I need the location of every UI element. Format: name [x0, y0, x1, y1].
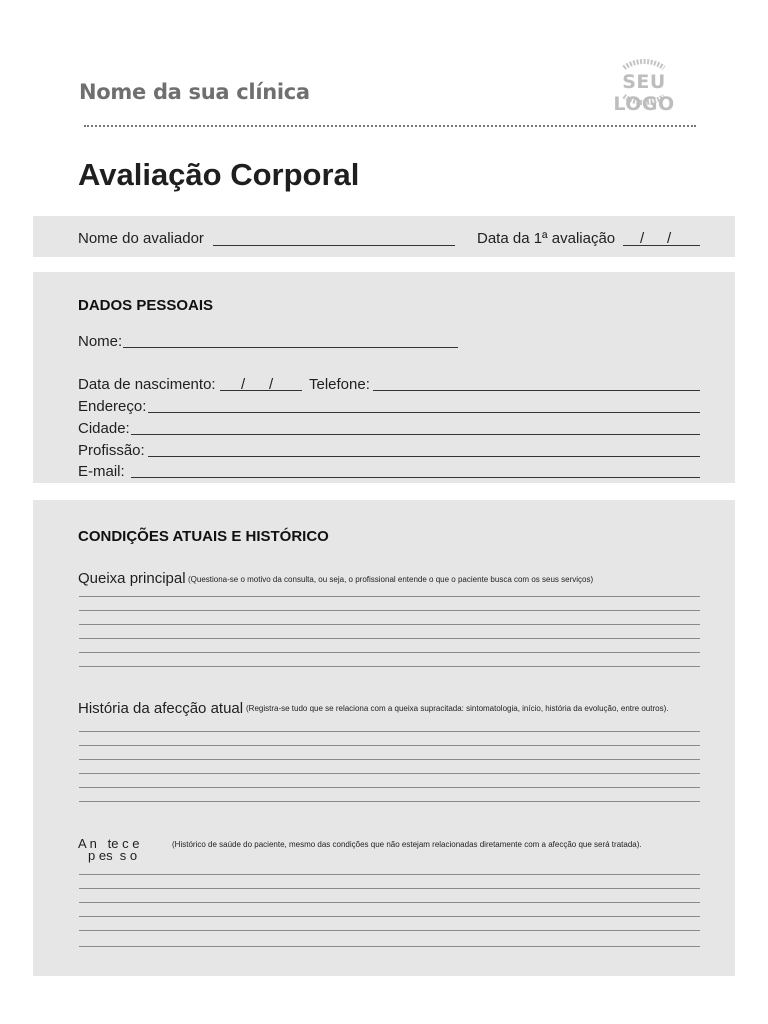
page-title: Avaliação Corporal: [78, 157, 360, 192]
evaluator-field[interactable]: [213, 245, 455, 246]
affection-line[interactable]: [79, 745, 700, 746]
affection-line[interactable]: [79, 801, 700, 802]
logo-text: SEU LOGO: [613, 71, 675, 115]
complaint-label-text: Queixa principal: [78, 570, 186, 587]
affection-line[interactable]: [79, 773, 700, 774]
city-field[interactable]: [131, 434, 700, 435]
evaluator-panel: [33, 216, 735, 257]
affection-line[interactable]: [79, 787, 700, 788]
antecedents-line[interactable]: [79, 916, 700, 917]
phone-label: Telefone:: [309, 376, 370, 393]
birth-date-slash: /: [241, 376, 246, 393]
address-field[interactable]: [148, 412, 700, 413]
antecedents-label-second-row: p es s o: [88, 848, 138, 863]
antecedents-line[interactable]: [79, 930, 700, 931]
complaint-line[interactable]: [79, 652, 700, 653]
complaint-line[interactable]: [79, 638, 700, 639]
name-field[interactable]: [123, 347, 458, 348]
affection-line[interactable]: [79, 759, 700, 760]
evaluation-date-field[interactable]: [623, 245, 700, 246]
city-label: Cidade:: [78, 420, 130, 437]
complaint-label: [78, 570, 186, 587]
complaint-line[interactable]: [79, 596, 700, 597]
complaint-line[interactable]: [79, 624, 700, 625]
evaluation-date-slash: /: [640, 230, 645, 247]
birth-date-slash: /: [269, 376, 274, 393]
affection-label: História da afecção atual: [78, 700, 244, 717]
address-label: Endereço:: [78, 398, 147, 415]
affection-hint: (Registra-se tudo que se relaciona com a queixa supracitada: sintomatologia, início, história da evolução, entre outros).: [246, 704, 669, 713]
antecedents-line[interactable]: [79, 946, 700, 947]
phone-field[interactable]: [373, 390, 700, 391]
antecedents-hint: (Histórico de saúde do paciente, mesmo das condições que não estejam relacionadas diretamente com a afecção que será tratada).: [172, 840, 642, 849]
birth-date-label: Data de nascimento:: [78, 376, 216, 393]
clinic-name: Nome da sua clínica: [79, 80, 310, 104]
antecedents-line[interactable]: [79, 902, 700, 903]
complaint-hint: (Questiona-se o motivo da consulta, ou seja, o profissional entende o que o paciente busca com os seus serviços): [188, 575, 594, 584]
personal-data-panel: [33, 272, 735, 483]
name-label: Nome:: [78, 333, 123, 350]
header-divider: [84, 125, 696, 127]
profession-field[interactable]: [148, 456, 700, 457]
complaint-line[interactable]: [79, 610, 700, 611]
profession-label: Profissão:: [78, 442, 145, 459]
evaluation-date-slash: /: [667, 230, 672, 247]
antecedents-label: A n te c e: [78, 836, 140, 851]
complaint-line[interactable]: [79, 666, 700, 667]
history-title: CONDIÇÕES ATUAIS E HISTÓRICO: [78, 528, 329, 545]
email-label: E-mail:: [78, 463, 125, 480]
evaluator-label: Nome do avaliador: [78, 230, 204, 247]
evaluation-date-label: Data da 1ª avaliação: [477, 230, 616, 247]
antecedents-line[interactable]: [79, 888, 700, 889]
birth-date-field[interactable]: [220, 390, 302, 391]
personal-data-title: DADOS PESSOAIS: [78, 297, 214, 314]
antecedents-line[interactable]: [79, 874, 700, 875]
affection-line[interactable]: [79, 731, 700, 732]
logo: [588, 56, 700, 115]
email-field[interactable]: [131, 477, 700, 478]
